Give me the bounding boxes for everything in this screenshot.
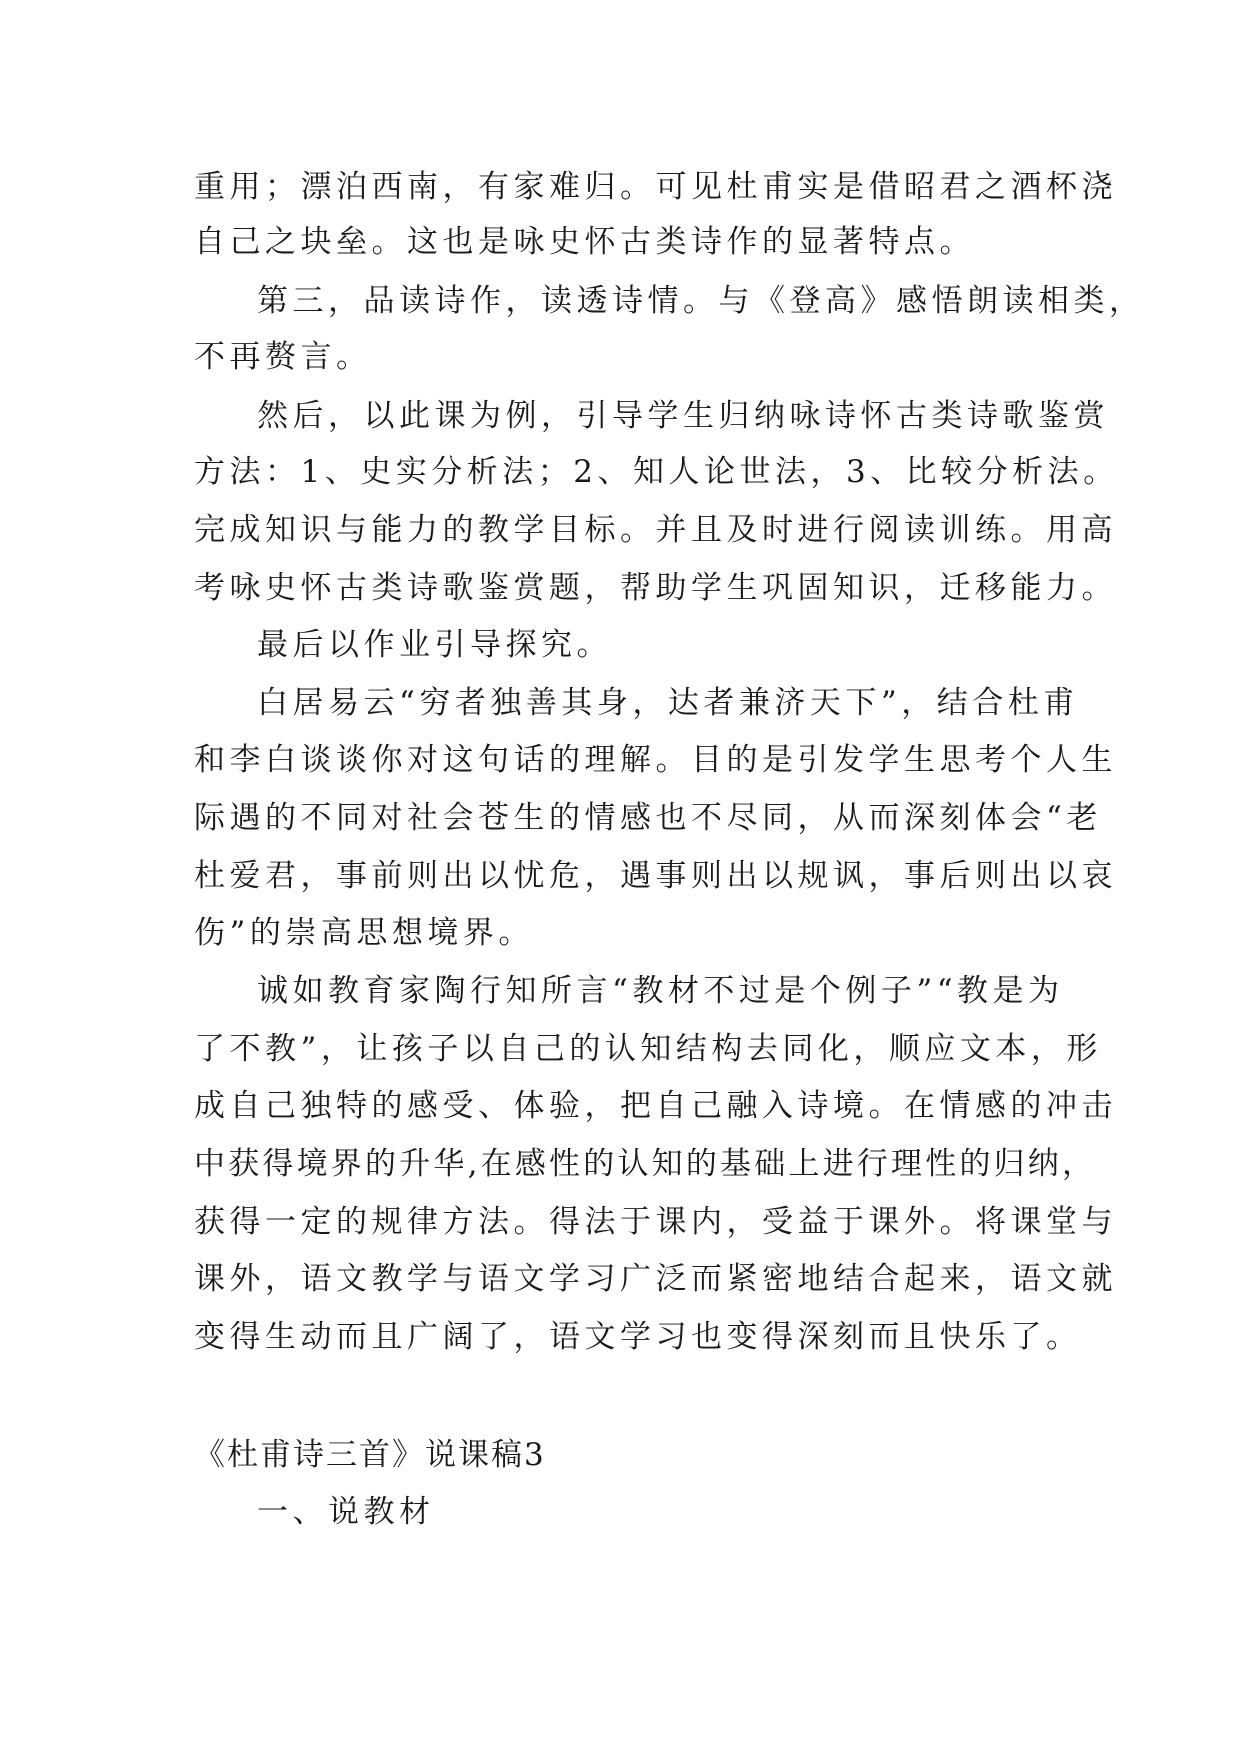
text-line: 成自己独特的感受、体验，把自己融入诗境。在情感的冲击: [194, 1088, 1117, 1124]
text-line: 和李白谈谈你对这句话的理解。目的是引发学生思考个人生: [194, 742, 1117, 778]
text-line: 考咏史怀古类诗歌鉴赏题，帮助学生巩固知识，迁移能力。: [194, 570, 1117, 606]
text-line: 完成知识与能力的教学目标。并且及时进行阅读训练。用高: [194, 512, 1117, 548]
text-line: 最后以作业引导探究。: [257, 627, 612, 663]
text-line: 获得一定的规律方法。得法于课内，受益于课外。将课堂与: [194, 1204, 1117, 1240]
text-line: 白居易云“穷者独善其身，达者兼济天下”，结合杜甫: [257, 685, 1079, 721]
text-line: 然后，以此课为例，引导学生归纳咏诗怀古类诗歌鉴赏: [257, 398, 1109, 434]
text-line: 中获得境界的升华,在感性的认知的基础上进行理性的归纳，: [194, 1146, 1097, 1182]
text-line: 变得生动而且广阔了，语文学习也变得深刻而且快乐了。: [194, 1319, 1082, 1355]
text-line: 第三，品读诗作，读透诗情。与《登高》感悟朗读相类，: [257, 283, 1145, 319]
text-line: 方法：1、史实分析法；2、知人论世法，3、比较分析法。: [194, 454, 1119, 490]
text-line: 伤”的崇高思想境界。: [194, 915, 534, 951]
text-line: 诚如教育家陶行知所言“教材不过是个例子”“教是为: [257, 973, 1064, 1009]
section-title: 《杜甫诗三首》说课稿3: [194, 1437, 546, 1473]
text-line: 际遇的不同对社会苍生的情感也不尽同，从而深刻体会“老: [194, 800, 1102, 836]
text-line: 杜爱君，事前则出以忧危，遇事则出以规讽，事后则出以哀: [194, 858, 1117, 894]
section-heading: 一、说教材: [257, 1494, 435, 1530]
text-line: 重用；漂泊西南，有家难归。可见杜甫实是借昭君之酒杯浇: [194, 169, 1117, 205]
text-line: 了不教”，让孩子以自己的认知结构去同化，顺应文本，形: [194, 1031, 1102, 1067]
text-line: 课外，语文教学与语文学习广泛而紧密地结合起来，语文就: [194, 1261, 1117, 1297]
text-line: 不再赘言。: [194, 339, 372, 375]
text-line: 自己之块垒。这也是咏史怀古类诗作的显著特点。: [194, 224, 975, 260]
